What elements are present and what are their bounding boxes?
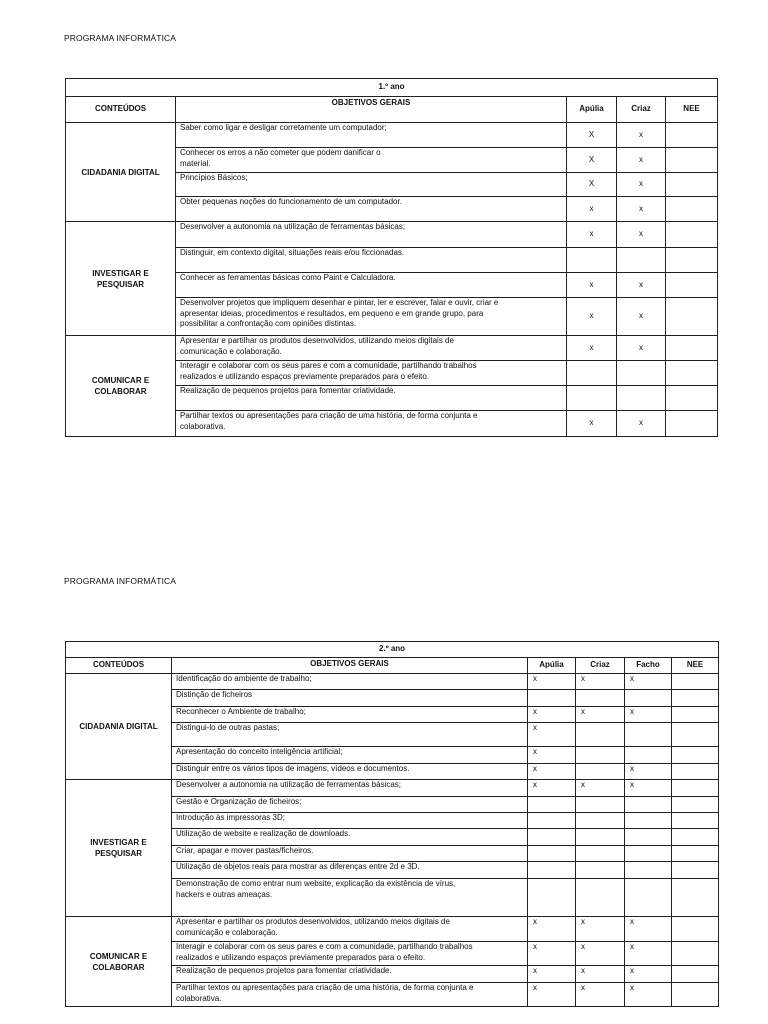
mark-facho: x [625, 966, 672, 983]
objective-text: Princípios Básicos; [176, 173, 567, 197]
mark-apulia [567, 248, 617, 273]
table-row [66, 336, 718, 361]
page-header-title: PROGRAMA INFORMÁTICA [64, 576, 177, 586]
mark-criaz: x [576, 966, 625, 983]
mark-criaz: x [576, 780, 625, 797]
mark-nee [672, 917, 719, 942]
objective-text: Realização de pequenos projetos para fomentar criatividade. [176, 386, 567, 411]
content-group-label: CIDADANIA DIGITAL [66, 123, 176, 222]
mark-apulia: X [567, 148, 617, 173]
mark-nee [672, 797, 719, 813]
mark-criaz [617, 386, 666, 411]
mark-facho: x [625, 917, 672, 942]
mark-criaz: x [617, 336, 666, 361]
mark-apulia: x [567, 411, 617, 437]
mark-nee [672, 829, 719, 846]
mark-nee [666, 298, 718, 336]
objective-text: Utilização de objetos reais para mostrar as diferenças entre 2d e 3D. [172, 862, 528, 879]
objective-text: Partilhar textos ou apresentações para criação de uma história, de forma conjunta e colaborativa. [176, 411, 567, 437]
mark-nee [672, 942, 719, 966]
mark-criaz: x [617, 148, 666, 173]
mark-apulia [528, 797, 576, 813]
mark-facho: x [625, 674, 672, 690]
mark-criaz: x [576, 983, 625, 1007]
year-title: 1.º ano [66, 79, 718, 97]
mark-apulia [528, 862, 576, 879]
mark-criaz: x [617, 197, 666, 222]
mark-apulia [528, 846, 576, 862]
mark-criaz [576, 723, 625, 747]
mark-criaz [576, 813, 625, 829]
mark-apulia: x [528, 707, 576, 723]
mark-apulia: x [528, 966, 576, 983]
mark-criaz [617, 248, 666, 273]
mark-nee [666, 361, 718, 386]
mark-apulia: x [567, 222, 617, 248]
column-header-apulia: Apúlia [528, 658, 576, 674]
page-header-title: PROGRAMA INFORMÁTICA [64, 33, 177, 43]
objective-text: Desenvolver a autonomia na utilização de ferramentas básicas; [176, 222, 567, 248]
objective-text: Interagir e colaborar com os seus pares e com a comunidade, partilhando trabalhos realizados e utilizando espaços previamente preparados para o efeito. [172, 942, 528, 966]
mark-apulia: X [567, 123, 617, 148]
objective-text: Desenvolver projetos que impliquem desenhar e pintar, ler e escrever, falar e ouvir, criar e apresentar ideias, procedimentos e resultados, em pequeno e em grande grupo, para possibilitar a confrontação com opiniões distintas. [176, 298, 567, 336]
mark-criaz [576, 690, 625, 707]
content-group-label: COMUNICAR E COLABORAR [66, 336, 176, 437]
mark-nee [666, 123, 718, 148]
mark-criaz: x [617, 173, 666, 197]
mark-nee [666, 336, 718, 361]
column-header-criaz: Criaz [617, 97, 666, 123]
content-group-label: INVESTIGAR E PESQUISAR [66, 780, 172, 917]
mark-apulia: X [567, 173, 617, 197]
column-header-apulia: Apúlia [567, 97, 617, 123]
mark-apulia [528, 813, 576, 829]
mark-nee [666, 386, 718, 411]
mark-criaz [576, 764, 625, 780]
mark-facho: x [625, 764, 672, 780]
objective-text: Reconhecer o Ambiente de trabalho; [172, 707, 528, 723]
objective-text: Distinção de ficheiros [172, 690, 528, 707]
mark-nee [672, 983, 719, 1007]
mark-criaz [576, 846, 625, 862]
mark-nee [672, 813, 719, 829]
mark-facho [625, 879, 672, 917]
objective-text: Apresentar e partilhar os produtos desenvolvidos, utilizando meios digitais de comunicação e colaboração. [176, 336, 567, 361]
mark-facho [625, 862, 672, 879]
mark-nee [672, 764, 719, 780]
mark-apulia: x [528, 917, 576, 942]
mark-facho: x [625, 780, 672, 797]
mark-nee [672, 780, 719, 797]
objective-text: Introdução às impressoras 3D; [172, 813, 528, 829]
mark-nee [666, 248, 718, 273]
mark-nee [672, 674, 719, 690]
year-1-table [65, 78, 718, 437]
mark-nee [672, 690, 719, 707]
mark-facho [625, 747, 672, 764]
mark-facho [625, 813, 672, 829]
objective-text: Distingui-lo de outras pastas; [172, 723, 528, 747]
mark-nee [672, 966, 719, 983]
mark-nee [672, 862, 719, 879]
mark-apulia: x [528, 942, 576, 966]
mark-nee [672, 846, 719, 862]
mark-apulia: x [567, 197, 617, 222]
mark-criaz: x [617, 298, 666, 336]
mark-apulia: x [528, 723, 576, 747]
objective-text: Saber como ligar e desligar corretamente um computador; [176, 123, 567, 148]
mark-apulia: x [528, 764, 576, 780]
objective-text: Criar, apagar e mover pastas/ficheiros. [172, 846, 528, 862]
objective-text: Apresentação do conceito inteligência artificial; [172, 747, 528, 764]
mark-criaz: x [617, 123, 666, 148]
mark-nee [672, 747, 719, 764]
column-header-facho: Facho [625, 658, 672, 674]
mark-apulia [528, 879, 576, 917]
content-group-label: COMUNICAR E COLABORAR [66, 917, 172, 1007]
objective-text: Distinguir entre os vários tipos de imagens, vídeos e documentos. [172, 764, 528, 780]
objective-text: Partilhar textos ou apresentações para criação de uma história, de forma conjunta e colaborativa. [172, 983, 528, 1007]
column-header-objectives: OBJETIVOS GERAIS [172, 658, 528, 674]
content-group-label: INVESTIGAR E PESQUISAR [66, 222, 176, 336]
mark-facho [625, 846, 672, 862]
mark-nee [666, 197, 718, 222]
table-row [66, 674, 719, 690]
mark-apulia: x [567, 336, 617, 361]
mark-criaz: x [576, 674, 625, 690]
mark-facho [625, 829, 672, 846]
mark-apulia: x [528, 674, 576, 690]
mark-criaz [576, 879, 625, 917]
mark-nee [666, 148, 718, 173]
table-row [66, 917, 719, 942]
column-header-nee: NEE [666, 97, 718, 123]
table-row [66, 123, 718, 148]
objective-text: Distinguir, em contexto digital, situações reais e/ou ficcionadas. [176, 248, 567, 273]
year-title: 2.º ano [66, 642, 719, 658]
objective-text: Apresentar e partilhar os produtos desenvolvidos, utilizando meios digitais de comunicação e colaboração. [172, 917, 528, 942]
mark-facho: x [625, 942, 672, 966]
column-header-criaz: Criaz [576, 658, 625, 674]
mark-facho: x [625, 707, 672, 723]
mark-facho [625, 690, 672, 707]
content-group-label: CIDADANIA DIGITAL [66, 674, 172, 780]
mark-nee [666, 222, 718, 248]
mark-nee [672, 879, 719, 917]
mark-criaz: x [576, 942, 625, 966]
mark-apulia: x [528, 983, 576, 1007]
table-row [66, 222, 718, 248]
column-header-nee: NEE [672, 658, 719, 674]
mark-facho [625, 797, 672, 813]
mark-nee [666, 173, 718, 197]
objective-text: Identificação do ambiente de trabalho; [172, 674, 528, 690]
objective-text: Conhecer os erros a não cometer que podem danificar o material. [176, 148, 567, 173]
mark-apulia [567, 386, 617, 411]
column-header-contents: CONTEÚDOS [66, 658, 172, 674]
mark-nee [672, 707, 719, 723]
mark-apulia: x [528, 747, 576, 764]
mark-apulia: x [567, 298, 617, 336]
mark-facho [625, 723, 672, 747]
mark-criaz: x [617, 222, 666, 248]
objective-text: Conhecer as ferramentas básicas como Paint e Calculadora. [176, 273, 567, 298]
objective-text: Demonstração de como entrar num website, explicação da existência de vírus, hackers e outras ameaças. [172, 879, 528, 917]
year-2-table [65, 641, 719, 1007]
column-header-contents: CONTEÚDOS [66, 97, 176, 123]
mark-criaz [576, 747, 625, 764]
objective-text: Gestão e Organização de ficheiros; [172, 797, 528, 813]
table-row [66, 780, 719, 797]
objective-text: Desenvolver a autonomia na utilização de ferramentas básicas; [172, 780, 528, 797]
objective-text: Realização de pequenos projetos para fomentar criatividade. [172, 966, 528, 983]
column-header-objectives: OBJETIVOS GERAIS [176, 97, 567, 123]
mark-criaz [617, 361, 666, 386]
mark-facho: x [625, 983, 672, 1007]
mark-apulia [528, 829, 576, 846]
mark-criaz [576, 829, 625, 846]
objective-text: Obter pequenas noções do funcionamento de um computador. [176, 197, 567, 222]
mark-criaz: x [617, 411, 666, 437]
objective-text: Utilização de website e realização de downloads. [172, 829, 528, 846]
mark-nee [672, 723, 719, 747]
mark-criaz [576, 862, 625, 879]
mark-criaz: x [576, 707, 625, 723]
mark-apulia [567, 361, 617, 386]
mark-apulia: x [528, 780, 576, 797]
mark-nee [666, 273, 718, 298]
mark-criaz: x [617, 273, 666, 298]
mark-criaz [576, 797, 625, 813]
mark-nee [666, 411, 718, 437]
mark-apulia: x [567, 273, 617, 298]
objective-text: Interagir e colaborar com os seus pares e com a comunidade, partilhando trabalhos realizados e utilizando espaços previamente preparados para o efeito. [176, 361, 567, 386]
mark-criaz: x [576, 917, 625, 942]
mark-apulia [528, 690, 576, 707]
